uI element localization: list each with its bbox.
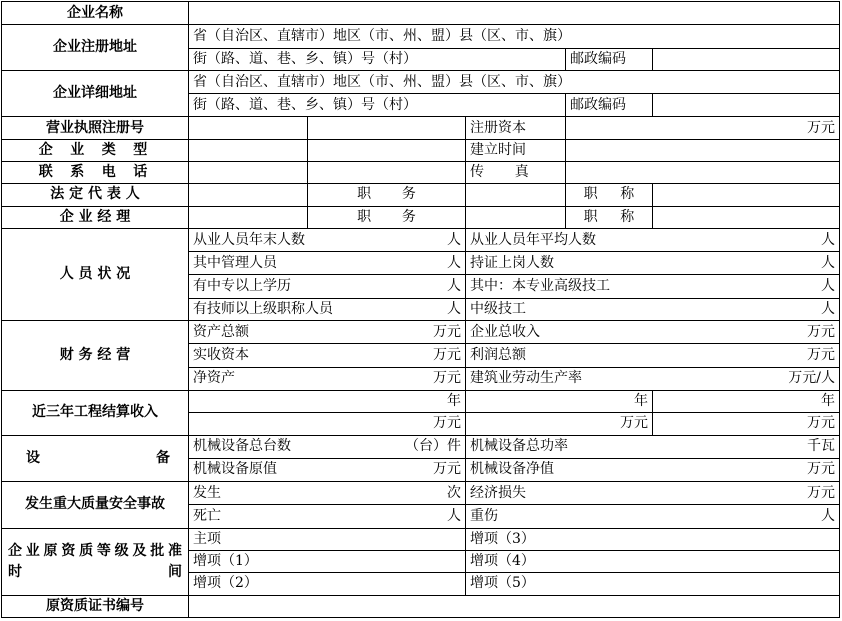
registered-address-line2[interactable]: 街（路、道、巷、乡、镇）号（村）	[189, 48, 566, 70]
income-amount-1[interactable]: 万元	[189, 413, 466, 435]
finance-label: 财 务 经 营	[2, 321, 189, 391]
registered-capital-label: 注册资本	[466, 117, 566, 139]
equipment-cell[interactable]: 机械设备总台数 （台）件	[189, 435, 466, 458]
three-year-income-label: 近三年工程结算收入	[2, 390, 189, 435]
finance-cell[interactable]: 企业总收入 万元	[466, 321, 840, 344]
income-year-2[interactable]: 年	[466, 390, 653, 412]
accident-cell[interactable]: 重伤 人	[466, 505, 840, 528]
finance-cell[interactable]: 利润总额 万元	[466, 344, 840, 367]
accident-cell[interactable]: 发生 次	[189, 482, 466, 505]
cert-no-label: 原资质证书编号	[2, 595, 189, 617]
founded-label: 建立时间	[466, 139, 566, 161]
qualification-cell[interactable]: 主项	[189, 528, 466, 550]
accident-cell[interactable]: 死亡 人	[189, 505, 466, 528]
qualification-cell[interactable]: 增项（4）	[466, 550, 840, 572]
equipment-label: 设 备	[2, 435, 189, 482]
personnel-cell[interactable]: 其中：本专业高级技工 人	[466, 275, 840, 298]
company-name-field[interactable]	[189, 2, 840, 25]
detailed-address-label: 企业详细地址	[2, 70, 189, 117]
registered-postal-label: 邮政编码	[566, 48, 653, 70]
personnel-label: 人 员 状 况	[2, 228, 189, 320]
registered-capital-field[interactable]: 万元	[566, 117, 840, 139]
fax-field[interactable]	[566, 162, 840, 184]
detailed-postal-field[interactable]	[653, 94, 840, 117]
personnel-cell[interactable]: 中级技工 人	[466, 298, 840, 320]
detailed-postal-label: 邮政编码	[566, 94, 653, 117]
personnel-cell[interactable]: 有中专以上学历 人	[189, 275, 466, 298]
manager-title-label: 职 称	[566, 206, 653, 228]
personnel-cell[interactable]: 其中管理人员 人	[189, 252, 466, 275]
equipment-cell[interactable]: 机械设备原值 万元	[189, 458, 466, 481]
qualification-cell[interactable]: 增项（3）	[466, 528, 840, 550]
personnel-cell[interactable]: 从业人员年平均人数 人	[466, 228, 840, 251]
accident-cell[interactable]: 经济损失 万元	[466, 482, 840, 505]
detailed-address-line1[interactable]: 省（自治区、直辖市）地区（市、州、盟）县（区、市、旗）	[189, 70, 840, 93]
detailed-address-line2[interactable]: 街（路、道、巷、乡、镇）号（村）	[189, 94, 566, 117]
personnel-cell[interactable]: 有技师以上级职称人员 人	[189, 298, 466, 320]
finance-cell[interactable]: 资产总额 万元	[189, 321, 466, 344]
manager-label: 企 业 经 理	[2, 206, 189, 228]
income-amount-3[interactable]: 万元	[653, 413, 840, 435]
personnel-cell[interactable]: 持证上岗人数 人	[466, 252, 840, 275]
company-name-label: 企业名称	[2, 2, 189, 25]
founded-field[interactable]	[566, 139, 840, 161]
fax-label: 传 真	[466, 162, 566, 184]
cert-no-field[interactable]	[189, 595, 840, 617]
company-type-field-b[interactable]	[308, 139, 466, 161]
finance-cell[interactable]: 建筑业劳动生产率 万元/人	[466, 367, 840, 390]
finance-cell[interactable]: 净资产 万元	[189, 367, 466, 390]
business-license-field-b[interactable]	[308, 117, 466, 139]
registered-address-label: 企业注册地址	[2, 25, 189, 71]
legal-rep-label: 法 定 代 表 人	[2, 184, 189, 206]
income-year-1[interactable]: 年	[189, 390, 466, 412]
personnel-cell[interactable]: 从业人员年末人数 人	[189, 228, 466, 251]
equipment-cell[interactable]: 机械设备净值 万元	[466, 458, 840, 481]
income-amount-2[interactable]: 万元	[466, 413, 653, 435]
legal-rep-title-field[interactable]	[653, 184, 840, 206]
qualification-cell[interactable]: 增项（1）	[189, 550, 466, 572]
equipment-cell[interactable]: 机械设备总功率 千瓦	[466, 435, 840, 458]
finance-cell[interactable]: 实收资本 万元	[189, 344, 466, 367]
legal-rep-title-label: 职 称	[566, 184, 653, 206]
business-license-label: 营业执照注册号	[2, 117, 189, 139]
registered-postal-field[interactable]	[653, 48, 840, 70]
contact-phone-label: 联 系 电 话	[2, 162, 189, 184]
qualification-label: 企业原资质等级及批准 时间	[2, 528, 189, 595]
manager-position-label: 职 务	[308, 206, 466, 228]
qualification-cell[interactable]: 增项（5）	[466, 573, 840, 595]
qualification-cell[interactable]: 增项（2）	[189, 573, 466, 595]
company-type-field-a[interactable]	[189, 139, 308, 161]
legal-rep-name-field[interactable]	[189, 184, 308, 206]
registered-address-line1[interactable]: 省（自治区、直辖市）地区（市、州、盟）县（区、市、旗）	[189, 25, 840, 48]
accidents-label: 发生重大质量安全事故	[2, 482, 189, 529]
income-year-3[interactable]: 年	[653, 390, 840, 412]
business-license-field-a[interactable]	[189, 117, 308, 139]
legal-rep-position-label: 职 务	[308, 184, 466, 206]
legal-rep-position-field[interactable]	[466, 184, 566, 206]
company-type-label: 企 业 类 型	[2, 139, 189, 161]
enterprise-info-form	[1, 1, 840, 618]
manager-title-field[interactable]	[653, 206, 840, 228]
manager-name-field[interactable]	[189, 206, 308, 228]
manager-position-field[interactable]	[466, 206, 566, 228]
contact-phone-field-b[interactable]	[308, 162, 466, 184]
contact-phone-field-a[interactable]	[189, 162, 308, 184]
